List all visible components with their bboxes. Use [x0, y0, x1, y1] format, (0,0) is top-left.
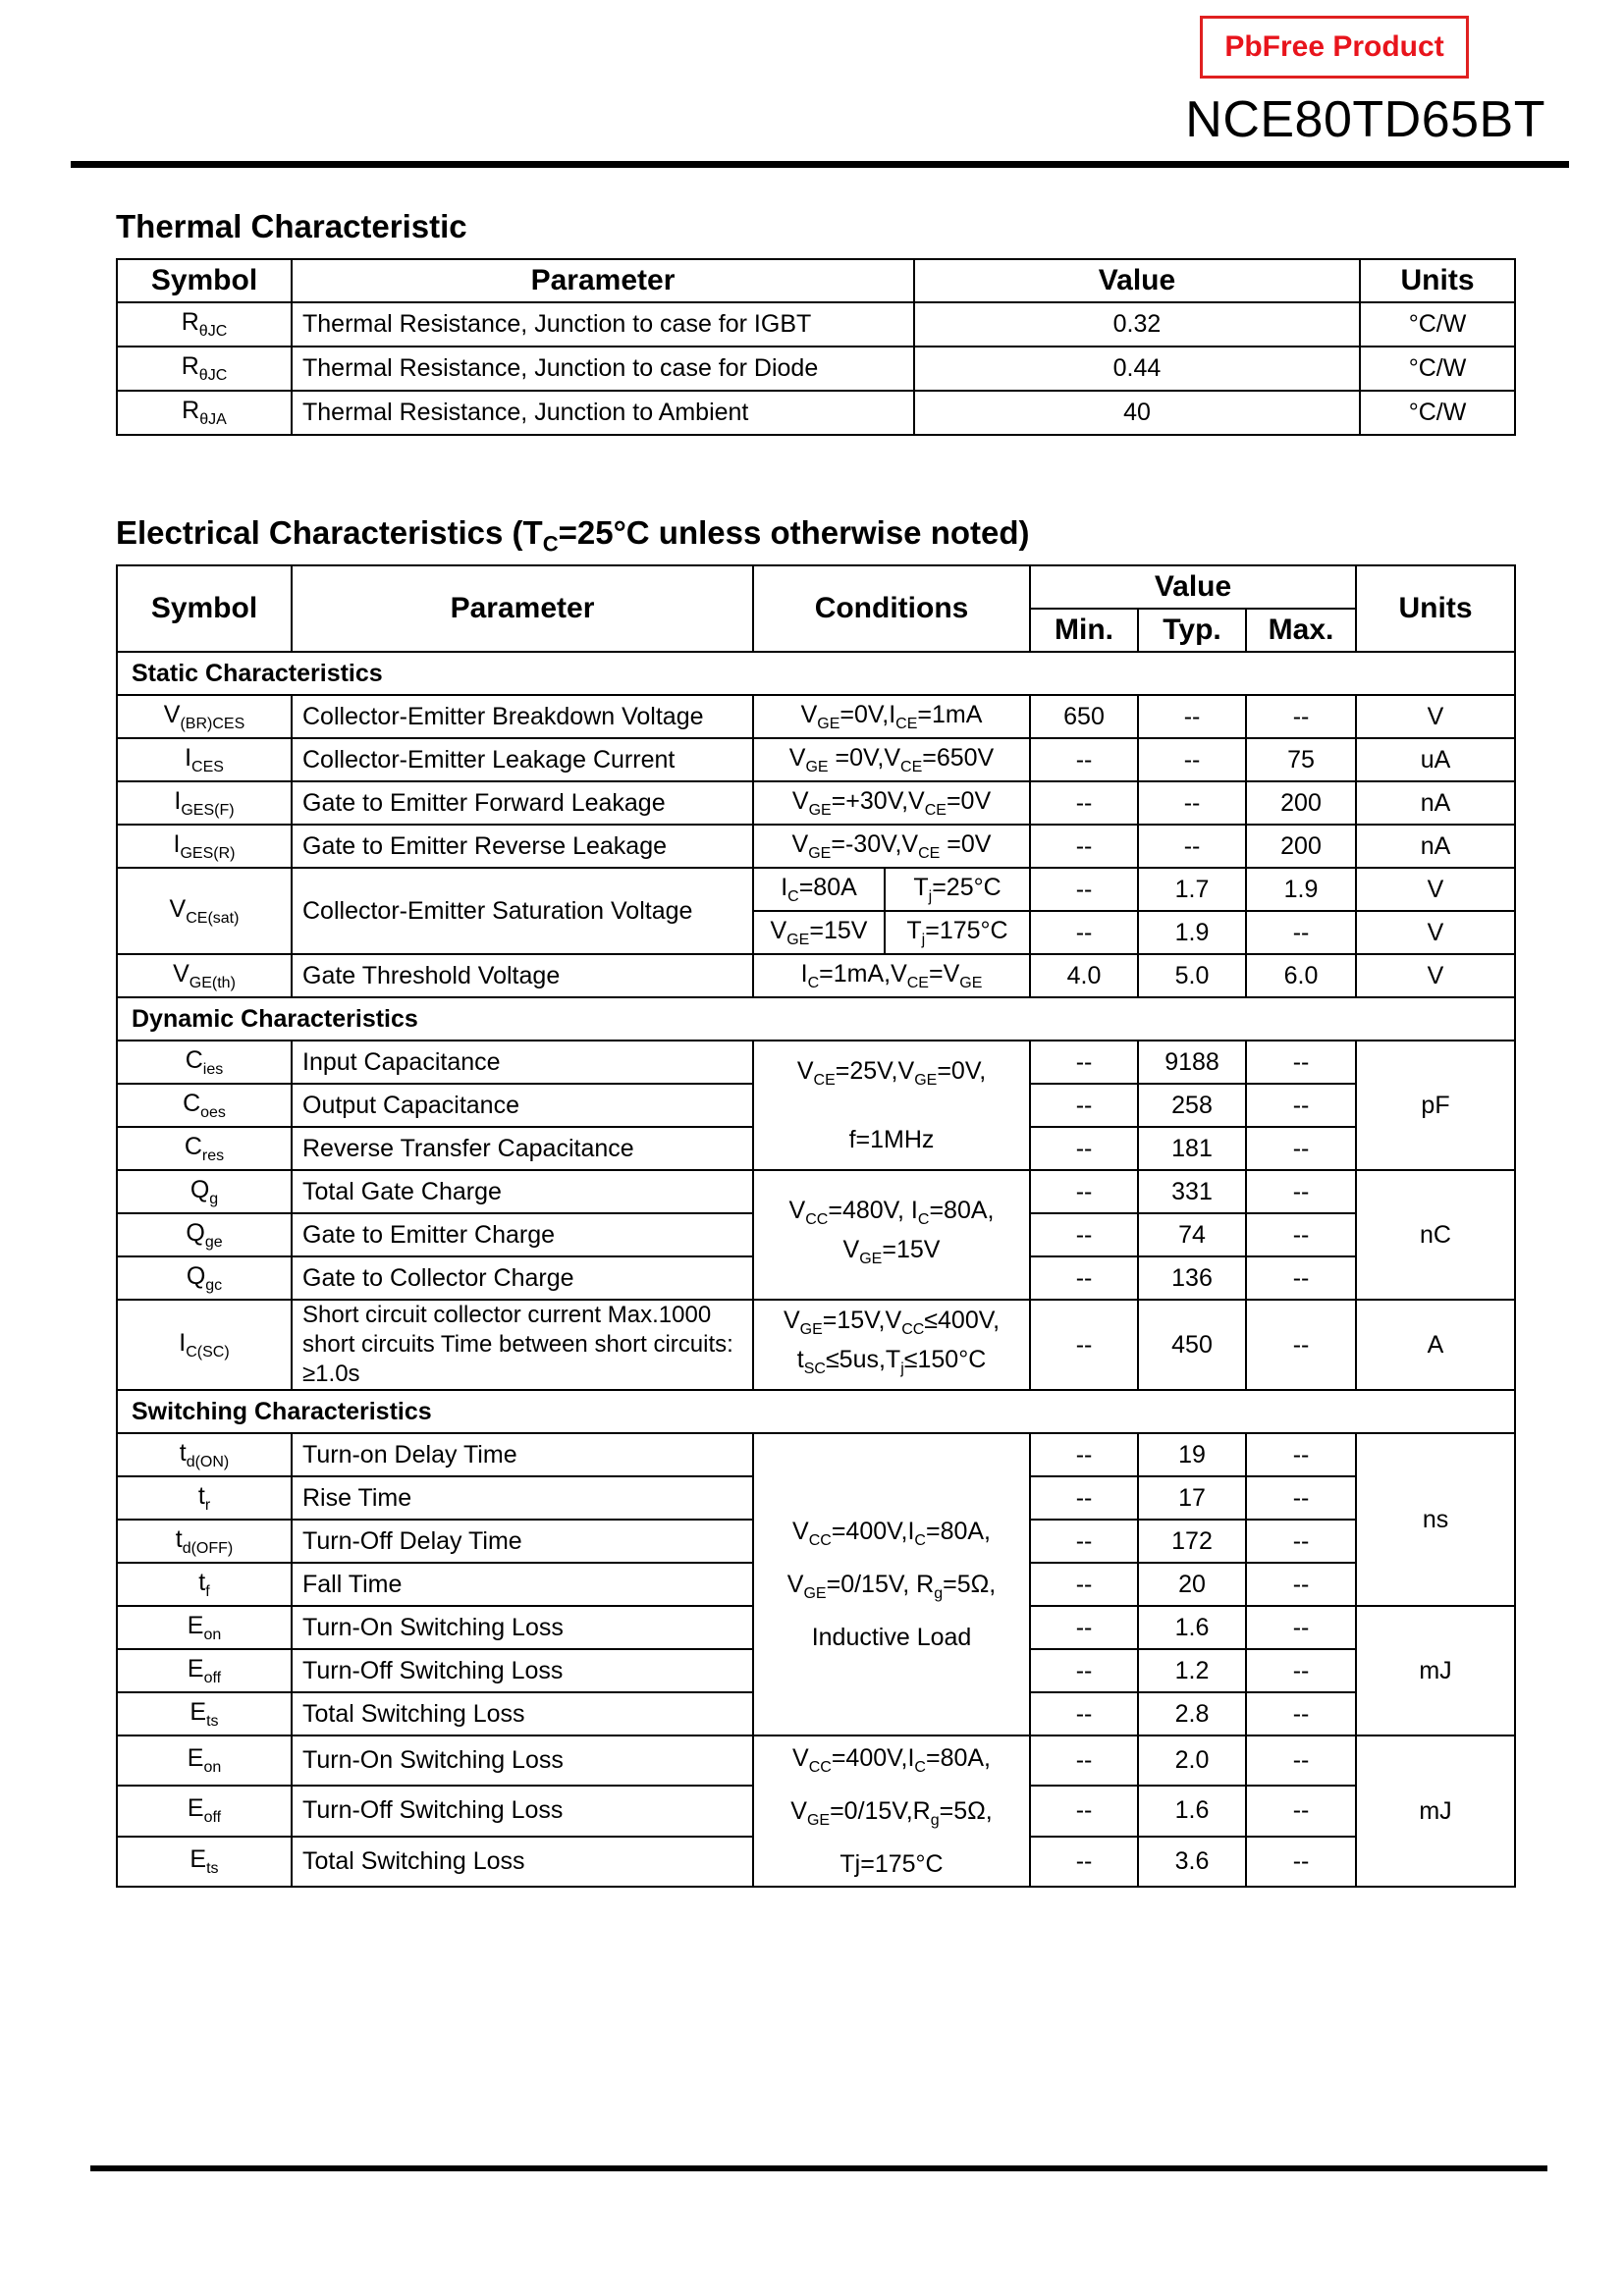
footer-rule: [90, 2165, 1547, 2171]
table-row: $V_{GE}=15V$ $T_j=175^\circ C$ -- 1.9 -- V: [117, 911, 1515, 954]
table-row: $t_{d(OFF)}$ Turn-Off Delay Time -- 172 --: [117, 1520, 1515, 1563]
col-value: Value: [914, 259, 1360, 302]
section-dynamic: Dynamic Characteristics: [117, 997, 1515, 1041]
col-units: Units: [1356, 565, 1515, 652]
col-min: Min.: [1030, 609, 1138, 652]
col-symbol: Symbol: [117, 259, 292, 302]
table-row: $I_{CES}$ Collector-Emitter Leakage Current $V_{GE} =0V,V_{CE}=650V$ -- -- 75 uA: [117, 738, 1515, 781]
header-rule: [71, 161, 1569, 168]
table-row: $Q_{gc}$ Gate to Collector Charge -- 136 --: [117, 1256, 1515, 1300]
pbfree-badge: PbFree Product: [1200, 16, 1469, 79]
col-max: Max.: [1246, 609, 1356, 652]
table-row: $V_{CE(sat)}$ Collector-Emitter Saturation Voltage $I_C=80A$ $T_j=25^\circ C$ -- 1.7 1.9 V: [117, 868, 1515, 911]
section-static: Static Characteristics: [117, 652, 1515, 695]
table-row: $I_{GES(F)}$ Gate to Emitter Forward Leakage $V_{GE}=+30V,V_{CE}=0V$ -- -- 200 nA: [117, 781, 1515, 825]
col-value: Value: [1030, 565, 1356, 609]
table-row: $V_{GE(th)}$ Gate Threshold Voltage $I_C=1mA,V_{CE}=V_{GE}$ 4.0 5.0 6.0 V: [117, 954, 1515, 997]
col-parameter: Parameter: [292, 259, 914, 302]
table-row: $I_{C(SC)}$ Short circuit collector current Max.1000 short circuits Time between short circuits: ≥1.0s $V_{GE}=15V,V_{CC}\le 400V$, $t_{SC}\le 5us,T_j\le 150^\circ C$ -- 450 -- A: [117, 1300, 1515, 1390]
table-row: $C_{ies}$ Input Capacitance $V_{CE}=25V,V_{GE}=0V$, f=1MHz -- 9188 -- pF: [117, 1041, 1515, 1084]
table-row: $R_{\theta JC}$ Thermal Resistance, Junction to case for IGBT 0.32 °C/W: [117, 302, 1515, 347]
thermal-title: Thermal Characteristic: [116, 208, 467, 244]
table-row: $t_f$ Fall Time -- 20 --: [117, 1563, 1515, 1606]
table-row: $E_{on}$ Turn-On Switching Loss -- 1.6 -- mJ: [117, 1606, 1515, 1649]
col-units: Units: [1360, 259, 1515, 302]
col-symbol: Symbol: [117, 565, 292, 652]
table-row: $E_{ts}$ Total Switching Loss -- 3.6 --: [117, 1837, 1515, 1887]
table-row: $Q_g$ Total Gate Charge $V_{CC}=480V$, $I_C=80A$, $V_{GE}=15V$ -- 331 -- nC: [117, 1170, 1515, 1213]
table-row: $Q_{ge}$ Gate to Emitter Charge -- 74 --: [117, 1213, 1515, 1256]
table-row: $E_{on}$ Turn-On Switching Loss $V_{CC}=400V,I_C=80A$, $V_{GE}=0/15V,R_g=5\Omega$, Tj=175°C -- 2.0 -- mJ: [117, 1735, 1515, 1786]
part-number: NCE80TD65BT: [1185, 91, 1545, 148]
table-row: $E_{off}$ Turn-Off Switching Loss -- 1.6 --: [117, 1786, 1515, 1836]
table-row: $t_r$ Rise Time -- 17 --: [117, 1476, 1515, 1520]
thermal-table: [116, 258, 1516, 436]
col-parameter: Parameter: [292, 565, 753, 652]
electrical-title: Electrical Characteristics ($T_C=25^\circ C$ unless otherwise noted): [116, 514, 1030, 557]
col-typ: Typ.: [1138, 609, 1246, 652]
table-row: $C_{oes}$ Output Capacitance -- 258 --: [117, 1084, 1515, 1127]
table-row: $R_{\theta JC}$ Thermal Resistance, Junction to case for Diode 0.44 °C/W: [117, 347, 1515, 391]
table-row: $V_{(BR)CES}$ Collector-Emitter Breakdown Voltage $V_{GE}=0V,I_{CE}=1mA$ 650 -- -- V: [117, 695, 1515, 738]
table-row: $E_{ts}$ Total Switching Loss -- 2.8 --: [117, 1692, 1515, 1735]
table-row: $t_{d(ON)}$ Turn-on Delay Time $V_{CC}=400V,I_C=80A$, $V_{GE}=0/15V$, $R_g=5\Omega$, Inductive Load -- 19 -- ns: [117, 1433, 1515, 1476]
table-row: $I_{GES(R)}$ Gate to Emitter Reverse Leakage $V_{GE}=-30V,V_{CE} =0V$ -- -- 200 nA: [117, 825, 1515, 868]
electrical-table: [116, 564, 1516, 1888]
table-row: $E_{off}$ Turn-Off Switching Loss -- 1.2 --: [117, 1649, 1515, 1692]
col-conditions: Conditions: [753, 565, 1030, 652]
section-switching: Switching Characteristics: [117, 1390, 1515, 1433]
table-row: $C_{res}$ Reverse Transfer Capacitance -- 181 --: [117, 1127, 1515, 1170]
table-row: $R_{\theta JA}$ Thermal Resistance, Junction to Ambient 40 °C/W: [117, 391, 1515, 435]
